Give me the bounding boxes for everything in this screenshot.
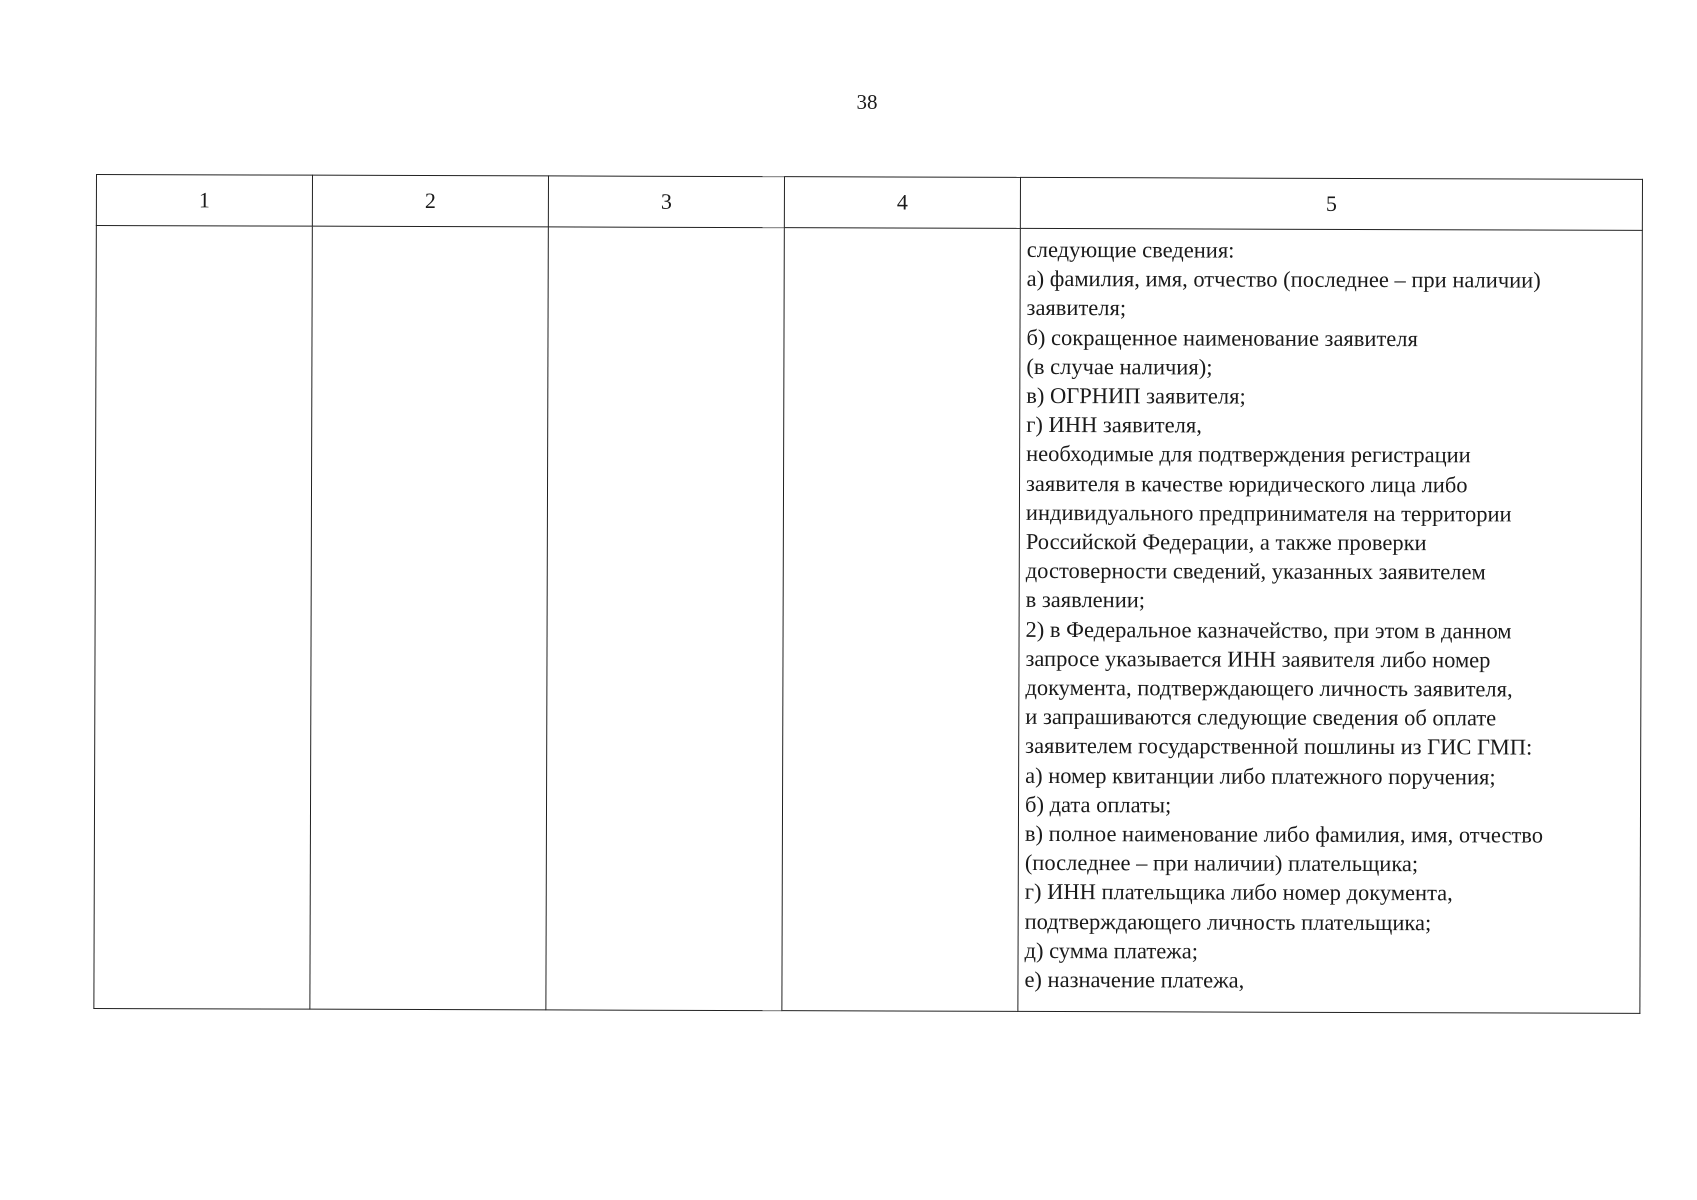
col5-text-line: в заявлении;: [1025, 587, 1146, 613]
col5-text-line: г) ИНН плательщика либо номер документа,: [1024, 879, 1453, 906]
cell-col-2: [310, 226, 548, 1010]
col5-text-line: 2) в Федеральное казначейство, при этом в данном: [1025, 616, 1512, 644]
col5-text-line: а) номер квитанции либо платежного поручения;: [1025, 762, 1496, 790]
col5-text-line: б) сокращенное наименование заявителя: [1026, 324, 1418, 351]
col5-text-line: заявителем государственной пошлины из ГИС ГМП:: [1025, 733, 1533, 760]
column-header-5: 5: [1020, 177, 1642, 230]
col5-text-line: в) ОГРНИП заявителя;: [1026, 382, 1246, 409]
cell-col-5: [1018, 228, 1642, 1013]
col5-text-line: г) ИНН заявителя,: [1026, 412, 1202, 438]
col5-text-line: заявителя;: [1026, 295, 1127, 321]
col5-text-line: б) дата оплаты;: [1024, 791, 1172, 818]
cell-col-4: [782, 228, 1020, 1012]
column-header-1: 1: [96, 175, 312, 227]
page-number: 38: [856, 90, 878, 114]
col5-text-line: (последнее – при наличии) плательщика;: [1024, 850, 1419, 877]
table-header-row: [96, 175, 1642, 231]
column-header-3: 3: [548, 176, 784, 228]
col5-text-line: и запрашиваются следующие сведения об оплате: [1025, 704, 1497, 731]
col5-text-line: в) полное наименование либо фамилия, имя, отчество: [1024, 820, 1544, 848]
col5-text-line: (в случае наличия);: [1026, 353, 1213, 380]
col5-text-line: е) назначение платежа,: [1024, 966, 1245, 993]
col5-text-line: д) сумма платежа;: [1024, 937, 1199, 964]
column-header-2: 2: [312, 175, 548, 227]
document-table: [93, 174, 1643, 1014]
table-row: [94, 226, 1642, 1014]
col5-text-line: достоверности сведений, указанных заявителем: [1025, 558, 1486, 585]
col5-text-line: Российской Федерации, а также проверки: [1025, 528, 1427, 556]
col5-text-line: необходимые для подтверждения регистрации: [1026, 441, 1471, 468]
col5-text-line: подтверждающего личность плательщика;: [1024, 908, 1432, 935]
col5-text-line: заявителя в качестве юридического лица либо: [1025, 470, 1468, 497]
col5-text-line: запросе указывается ИНН заявителя либо номер: [1025, 645, 1491, 673]
cell-col-3: [546, 227, 784, 1011]
cell-col-1: [94, 226, 312, 1010]
col5-text-line: следующие сведения:: [1026, 236, 1235, 263]
col5-text-line: индивидуального предпринимателя на территории: [1025, 499, 1512, 527]
col5-text-line: документа, подтверждающего личность заявителя,: [1025, 674, 1513, 702]
col5-text-block: [1018, 229, 1641, 1004]
column-header-4: 4: [784, 177, 1020, 229]
col5-text-line: а) фамилия, имя, отчество (последнее – при наличии): [1026, 266, 1541, 293]
